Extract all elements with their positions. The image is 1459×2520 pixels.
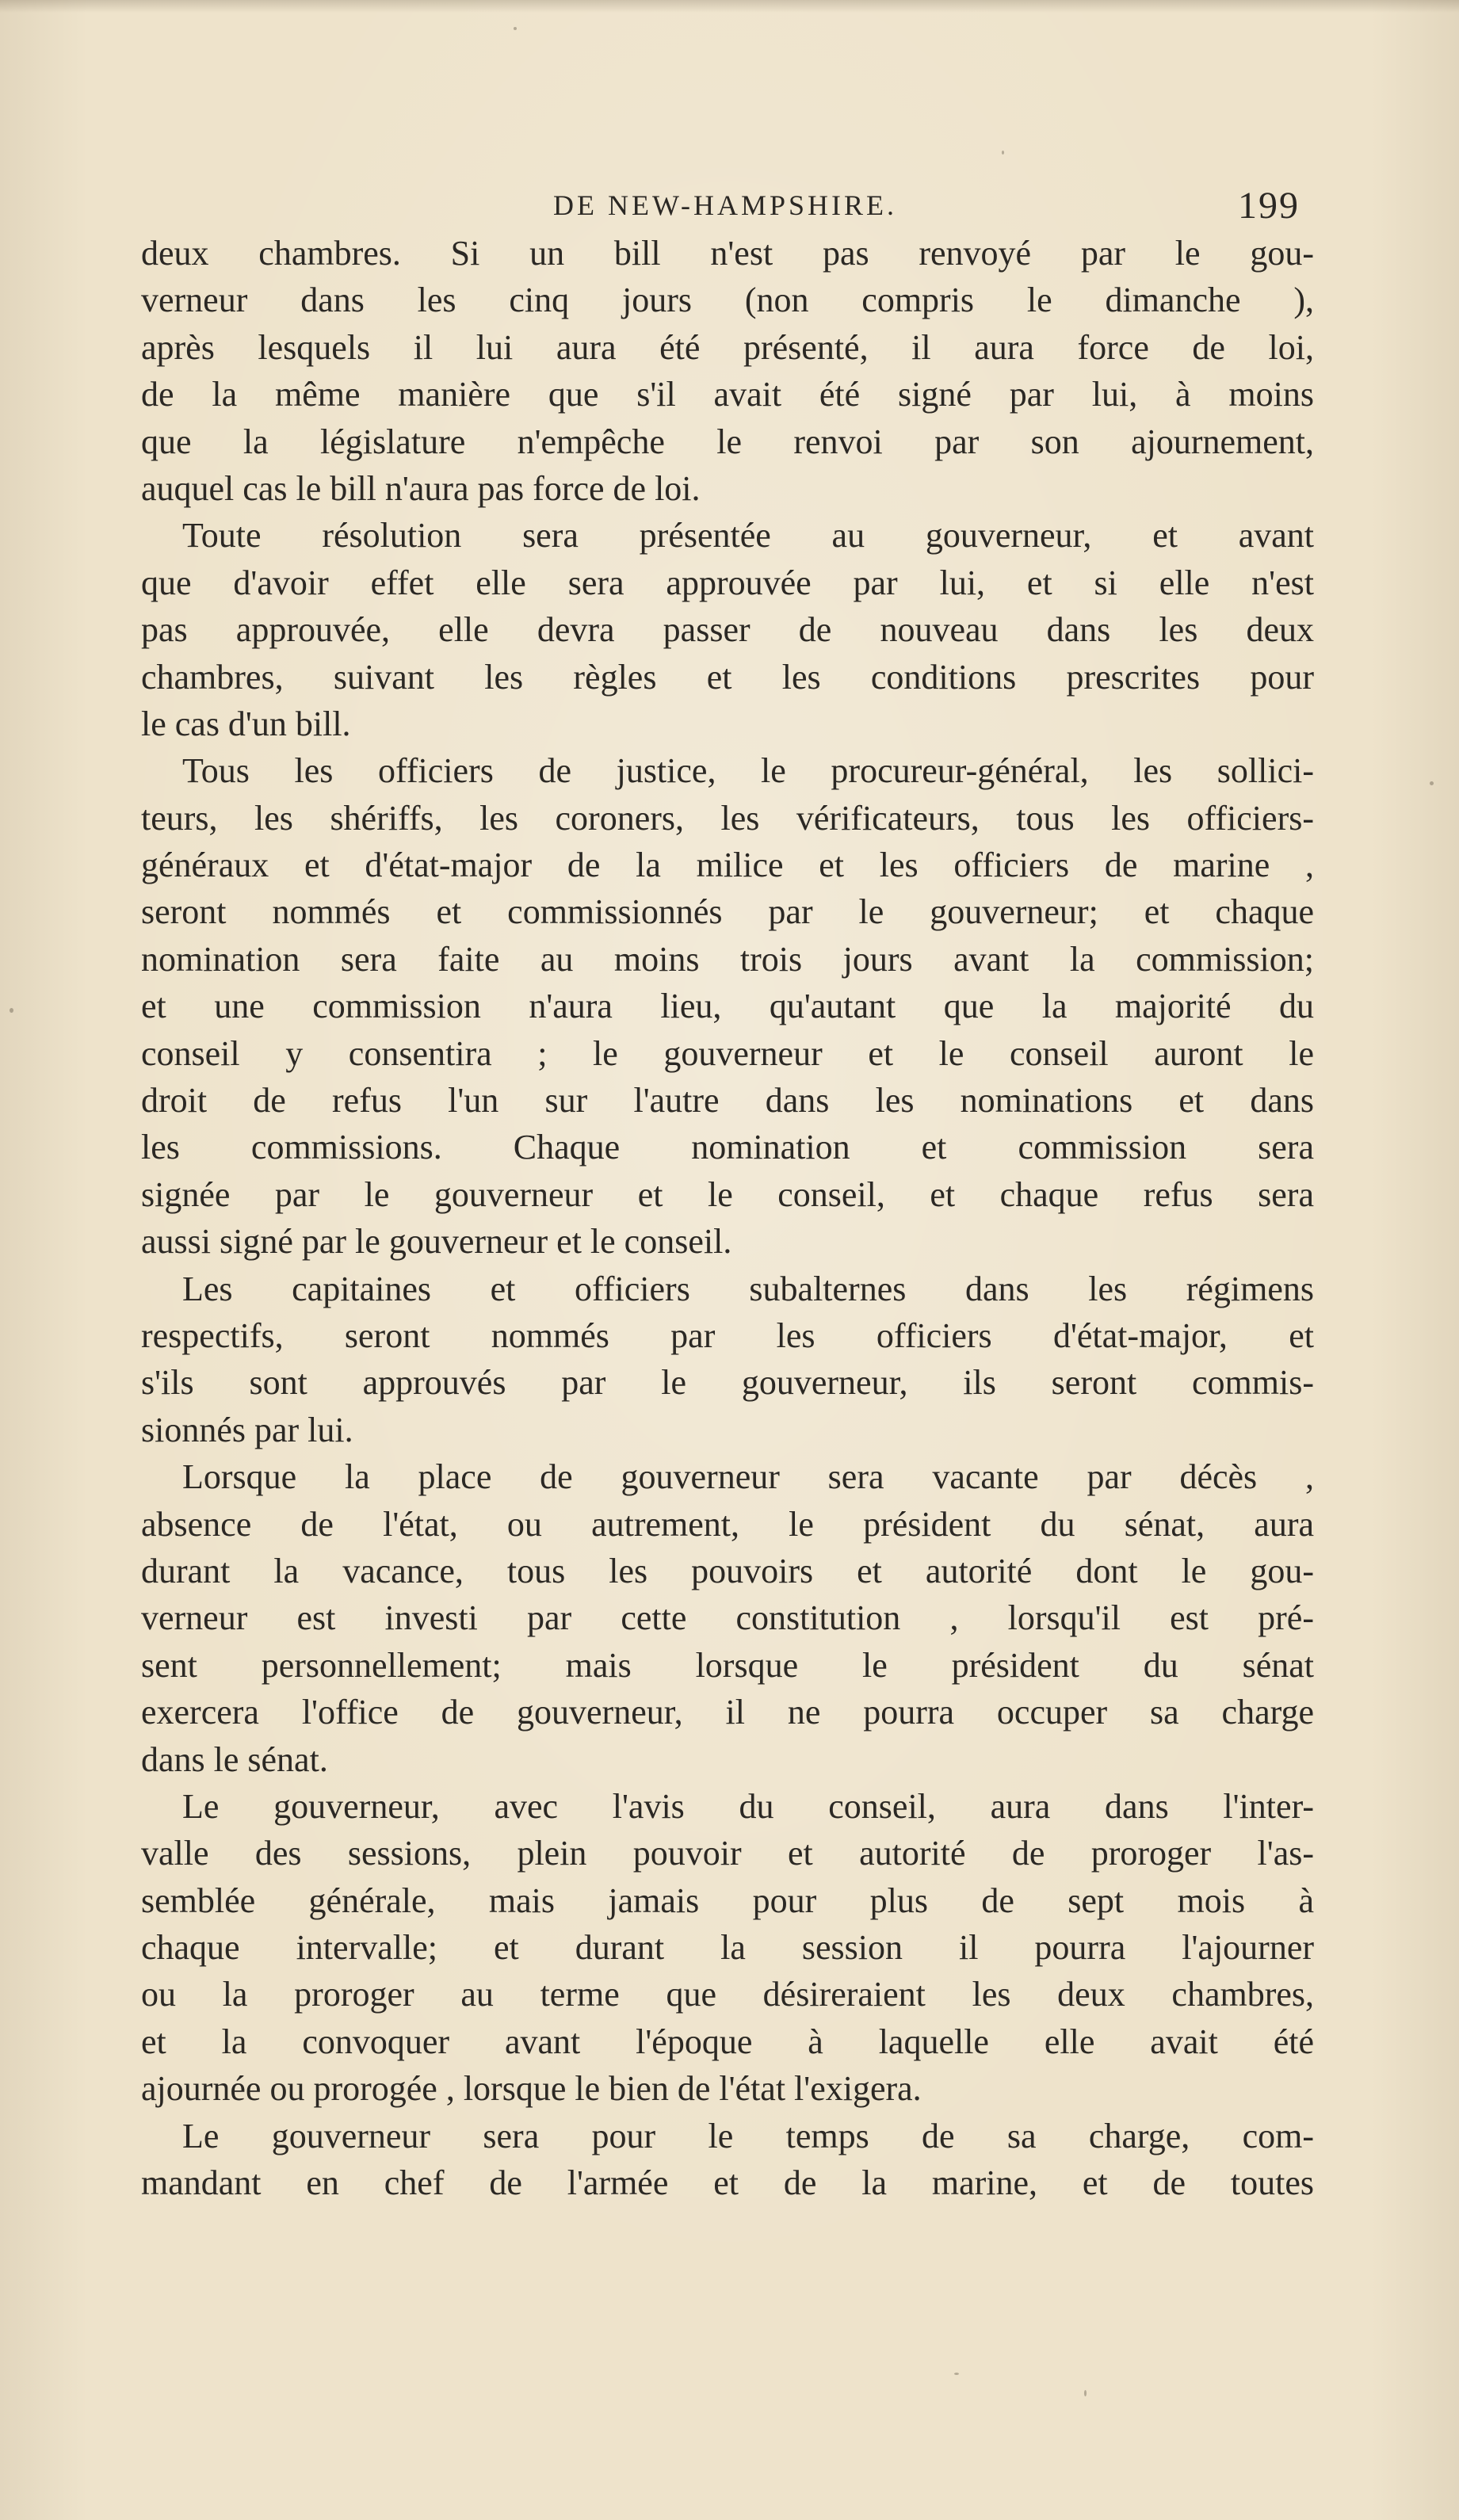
text-line: Tous les officiers de justice, le procureur-général, les sollici- bbox=[182, 751, 1314, 791]
paper-speck bbox=[514, 27, 517, 30]
text-line: sent personnellement; mais lorsque le président du sénat bbox=[141, 1645, 1314, 1685]
text-line: Toute résolution sera présentée au gouverneur, et avant bbox=[182, 516, 1314, 556]
text-line: après lesquels il lui aura été présenté, il aura force de loi, bbox=[141, 327, 1314, 367]
text-line: sionnés par lui. bbox=[141, 1410, 353, 1449]
text-line: seront nommés et commissionnés par le gouverneur; et chaque bbox=[141, 892, 1314, 932]
text-line: signée par le gouverneur et le conseil, et chaque refus sera bbox=[141, 1174, 1314, 1214]
text-line: de la même manière que s'il avait été signé par lui, à moins bbox=[141, 375, 1314, 414]
text-line: aussi signé par le gouverneur et le conseil. bbox=[141, 1222, 732, 1262]
text-line: valle des sessions, plein pouvoir et autorité de proroger l'as- bbox=[141, 1834, 1314, 1873]
text-line: que la législature n'empêche le renvoi par son ajournement, bbox=[141, 422, 1314, 461]
text-line: généraux et d'état-major de la milice et les officiers de marine , bbox=[141, 846, 1314, 885]
text-line: Le gouverneur, avec l'avis du conseil, aura dans l'inter- bbox=[182, 1786, 1314, 1826]
text-line: exercera l'office de gouverneur, il ne pourra occuper sa charge bbox=[141, 1693, 1314, 1732]
text-line: teurs, les shériffs, les coroners, les vérificateurs, tous les officiers- bbox=[141, 798, 1314, 838]
text-line: le cas d'un bill. bbox=[141, 704, 351, 743]
page-number: 199 bbox=[1238, 185, 1300, 227]
text-line: mandant en chef de l'armée et de la marine, et de toutes bbox=[141, 2163, 1314, 2203]
text-line: et la convoquer avant l'époque à laquelle elle avait été bbox=[141, 2022, 1314, 2061]
text-line: Le gouverneur sera pour le temps de sa charge, com- bbox=[182, 2116, 1314, 2155]
text-line: chambres, suivant les règles et les conditions prescrites pour bbox=[141, 657, 1314, 697]
text-line: ajournée ou prorogée , lorsque le bien de l'état l'exigera. bbox=[141, 2069, 922, 2109]
paper-speck bbox=[1002, 151, 1004, 155]
text-line: chaque intervalle; et durant la session il pourra l'ajourner bbox=[141, 1928, 1314, 1968]
paper-speck bbox=[954, 2373, 959, 2375]
text-line: durant la vacance, tous les pouvoirs et autorité dont le gou- bbox=[141, 1551, 1314, 1590]
text-line: deux chambres. Si un bill n'est pas renvoyé par le gou- bbox=[141, 234, 1314, 273]
paper-speck bbox=[10, 1008, 13, 1013]
paper-speck bbox=[1084, 2390, 1087, 2396]
text-line: ou la proroger au terme que désireraient les deux chambres, bbox=[141, 1975, 1314, 2014]
text-line: que d'avoir effet elle sera approuvée par lui, et si elle n'est bbox=[141, 563, 1314, 602]
page-top-edge-shadow bbox=[0, 0, 1459, 13]
text-line: et une commission n'aura lieu, qu'autant que la majorité du bbox=[141, 987, 1314, 1026]
text-line: absence de l'état, ou autrement, le président du sénat, aura bbox=[141, 1504, 1314, 1544]
body-text bbox=[141, 230, 1314, 2206]
text-line: pas approuvée, elle devra passer de nouveau dans les deux bbox=[141, 610, 1314, 650]
paper-speck bbox=[1430, 781, 1434, 785]
text-line: les commissions. Chaque nomination et commission sera bbox=[141, 1128, 1314, 1167]
text-line: dans le sénat. bbox=[141, 1739, 328, 1779]
text-line: verneur est investi par cette constitution , lorsqu'il est pré- bbox=[141, 1598, 1314, 1638]
text-line: respectifs, seront nommés par les officiers d'état-major, et bbox=[141, 1315, 1314, 1355]
text-line: conseil y consentira ; le gouverneur et le conseil auront le bbox=[141, 1033, 1314, 1073]
text-line: auquel cas le bill n'aura pas force de loi. bbox=[141, 468, 701, 508]
running-head-title: DE NEW-HAMPSHIRE. bbox=[553, 189, 897, 221]
text-line: droit de refus l'un sur l'autre dans les nominations et dans bbox=[141, 1081, 1314, 1121]
text-line: semblée générale, mais jamais pour plus de sept mois à bbox=[141, 1880, 1314, 1920]
text-line: nomination sera faite au moins trois jours avant la commission; bbox=[141, 939, 1314, 979]
running-head bbox=[143, 184, 1308, 231]
text-line: verneur dans les cinq jours (non compris le dimanche ), bbox=[141, 281, 1314, 320]
text-line: s'ils sont approuvés par le gouverneur, ils seront commis- bbox=[141, 1363, 1314, 1403]
text-line: Lorsque la place de gouverneur sera vacante par décès , bbox=[182, 1457, 1314, 1497]
text-line: Les capitaines et officiers subalternes dans les régimens bbox=[182, 1269, 1314, 1308]
